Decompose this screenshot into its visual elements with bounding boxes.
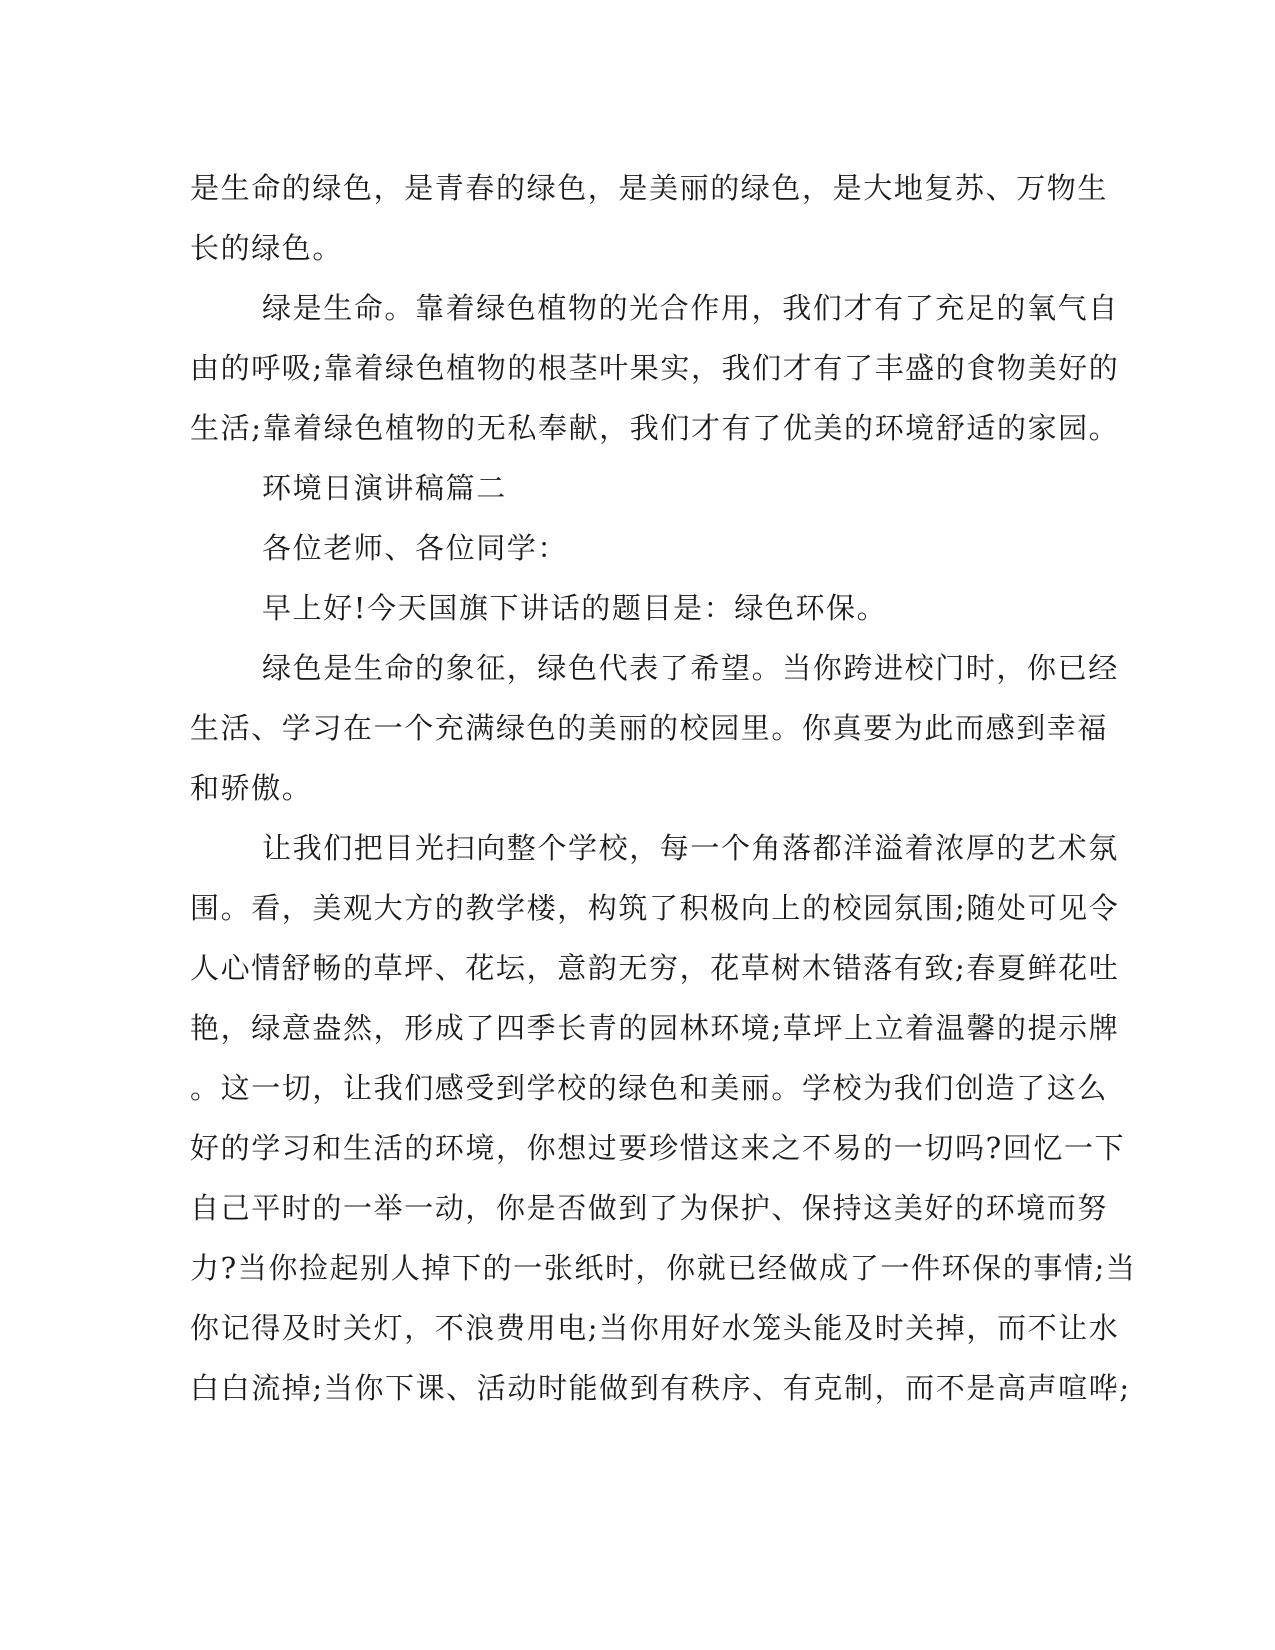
text-line: 让我们把目光扫向整个学校，每一个角落都洋溢着浓厚的艺术氛 [262,831,1119,865]
document-body [190,158,1137,1418]
text-line: 围。看，美观大方的教学楼，构筑了积极向上的校园氛围;随处可见令 [190,891,1120,925]
text-line: 力?当你捡起别人掉下的一张纸时，你就已经做成了一件环保的事情;当 [190,1251,1137,1285]
paragraph [190,578,1090,638]
text-line: 是生命的绿色，是青春的绿色，是美丽的绿色，是大地复苏、万物生 [190,171,1109,205]
text-line: 由的呼吸;靠着绿色植物的根茎叶果实，我们才有了丰盛的食物美好的 [190,351,1120,385]
text-line: 好的学习和生活的环境，你想过要珍惜这来之不易的一切吗?回忆一下 [190,1131,1126,1165]
paragraph [190,638,1119,818]
text-line: 绿色是生命的象征，绿色代表了希望。当你跨进校门时，你已经 [262,651,1119,685]
paragraph [190,278,1120,458]
text-line: 。这一切，让我们感受到学校的绿色和美丽。学校为我们创造了这么 [190,1071,1109,1105]
text-line: 和骄傲。 [190,771,313,805]
text-line: 自己平时的一举一动，你是否做到了为保护、保持这美好的环境而努 [190,1191,1109,1225]
text-line: 长的绿色。 [190,231,344,265]
text-line: 绿是生命。靠着绿色植物的光合作用，我们才有了充足的氧气自 [262,291,1119,325]
paragraph [190,158,1109,278]
text-line: 你记得及时关灯，不浪费用电;当你用好水笼头能及时关掉，而不让水 [190,1311,1120,1345]
salutation [190,518,1090,578]
text-line: 生活、学习在一个充满绿色的美丽的校园里。你真要为此而感到幸福 [190,711,1109,745]
text-line: 生活;靠着绿色植物的无私奉献，我们才有了优美的环境舒适的家园。 [190,411,1120,445]
text-line: 各位老师、各位同学： [262,531,569,565]
section-heading [190,458,1090,518]
text-line: 早上好!今天国旗下讲话的题目是：绿色环保。 [262,591,888,625]
text-line: 人心情舒畅的草坪、花坛，意韵无穷，花草树木错落有致;春夏鲜花吐 [190,951,1120,985]
paragraph [190,818,1137,1418]
text-line: 白白流掉;当你下课、活动时能做到有秩序、有克制，而不是高声喧哗; [190,1371,1131,1405]
text-line: 艳，绿意盎然，形成了四季长青的园林环境;草坪上立着温馨的提示牌 [190,1011,1120,1045]
text-line: 环境日演讲稿篇二 [262,471,507,505]
